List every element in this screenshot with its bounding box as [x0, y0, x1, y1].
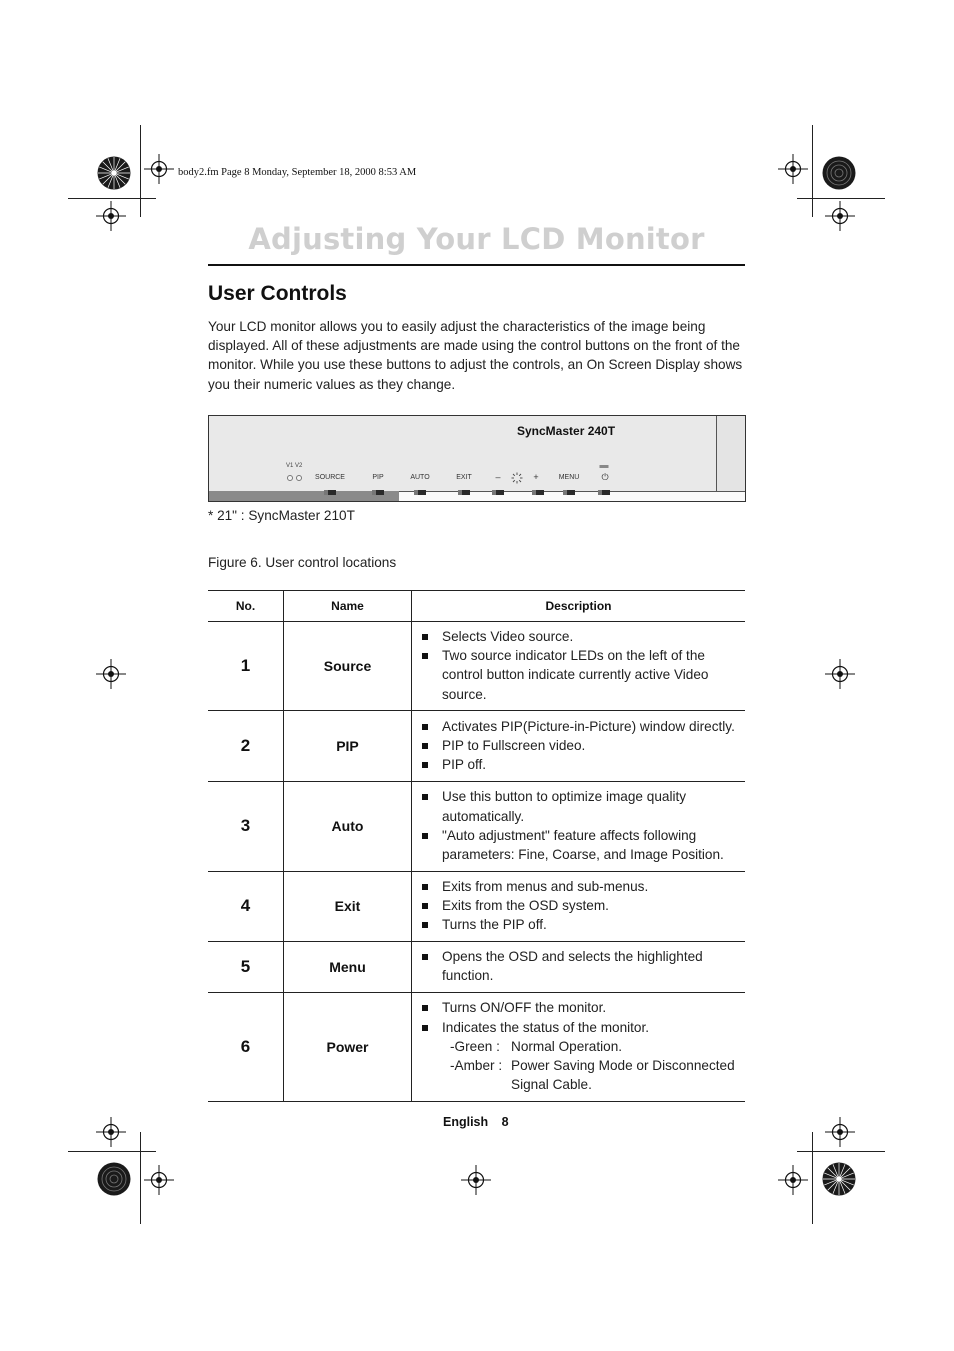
status-green-key: -Green : — [450, 1038, 500, 1054]
row-description — [412, 781, 746, 871]
row-description — [412, 871, 746, 941]
crop-mark-bottom-left-horizontal — [68, 1151, 156, 1152]
title-rule — [208, 264, 745, 266]
exit-button — [458, 490, 470, 495]
model-name-label: SyncMaster 240T — [517, 424, 616, 438]
file-info-header: body2.fm Page 8 Monday, September 18, 2000 8:53 AM — [178, 167, 417, 178]
list-item: Turns ON/OFF the monitor. — [420, 998, 739, 1017]
list-item: Indicates the status of the monitor. — [420, 1018, 739, 1037]
crop-mark-top-right-vertical — [812, 125, 813, 217]
row-number: 4 — [208, 871, 284, 941]
row-name: Exit — [284, 871, 412, 941]
table-row-menu — [208, 941, 745, 992]
table-row-power — [208, 992, 745, 1101]
list-item: Use this button to optimize image quality automatically. — [420, 787, 739, 825]
crosshair-mark-top-right-a — [777, 153, 809, 185]
list-item: Selects Video source. — [420, 627, 739, 646]
page-title: Adjusting Your LCD Monitor — [248, 222, 705, 256]
row-description — [412, 992, 746, 1101]
auto-button — [414, 490, 426, 495]
header-name: Name — [284, 591, 412, 622]
status-amber-row — [420, 1056, 739, 1094]
minus-button — [492, 490, 504, 495]
pip-button-label: PIP — [372, 474, 384, 481]
crosshair-mark-top-right-b — [824, 200, 856, 232]
status-amber-key: -Amber : — [450, 1057, 503, 1073]
table-row-pip — [208, 710, 745, 781]
user-controls-table — [208, 590, 745, 1102]
table-row-auto — [208, 781, 745, 871]
figure-caption: Figure 6. User control locations — [208, 555, 397, 570]
crop-mark-top-left-horizontal — [68, 198, 156, 199]
rosette-mark-top-right — [822, 156, 856, 190]
row-name: Auto — [284, 781, 412, 871]
crop-mark-top-right-horizontal — [797, 198, 885, 199]
minus-button-label: – — [495, 472, 501, 482]
source-led-labels: V1 V2 — [286, 463, 303, 469]
row-name: PIP — [284, 710, 412, 781]
crosshair-mark-top-left-b — [95, 200, 127, 232]
exit-button-label: EXIT — [456, 474, 472, 481]
brightness-icon — [511, 472, 523, 484]
row-number: 3 — [208, 781, 284, 871]
row-description — [412, 941, 746, 992]
table-header-row — [208, 591, 745, 622]
crosshair-mark-bottom-center — [460, 1164, 492, 1196]
row-description — [412, 622, 746, 711]
list-item: Activates PIP(Picture-in-Picture) window directly. — [420, 717, 739, 736]
crosshair-mark-bottom-left-b — [143, 1164, 175, 1196]
footer-page-number: 8 — [501, 1115, 509, 1129]
list-item: Two source indicator LEDs on the left of the control button indicate currently active Video source. — [420, 646, 739, 704]
led-v1-indicator — [287, 475, 293, 481]
monitor-control-panel-figure — [208, 415, 746, 502]
auto-button-label: AUTO — [410, 474, 430, 481]
pip-button — [372, 490, 384, 495]
section-heading: User Controls — [208, 282, 347, 305]
crop-mark-bottom-left-vertical — [140, 1132, 141, 1224]
list-item: "Auto adjustment" feature affects following parameters: Fine, Coarse, and Image Position. — [420, 826, 739, 864]
menu-button-label: MENU — [558, 474, 580, 481]
list-item: PIP off. — [420, 755, 739, 774]
row-number: 5 — [208, 941, 284, 992]
row-description — [412, 710, 746, 781]
list-item: Turns the PIP off. — [420, 915, 739, 934]
row-name: Menu — [284, 941, 412, 992]
crop-mark-top-left-vertical — [140, 125, 141, 217]
power-button — [598, 490, 610, 495]
led-v2-indicator — [296, 475, 302, 481]
crop-mark-bottom-right-vertical — [812, 1132, 813, 1224]
list-item: PIP to Fullscreen video. — [420, 736, 739, 755]
plus-button-label: + — [533, 472, 539, 482]
row-name: Source — [284, 622, 412, 711]
power-indicator-led — [600, 465, 609, 468]
source-button-label: SOURCE — [315, 474, 345, 481]
crosshair-mark-bottom-left-a — [95, 1116, 127, 1148]
crosshair-mark-bottom-right-b — [777, 1164, 809, 1196]
intro-paragraph: Your LCD monitor allows you to easily adjust the characteristics of the image being displayed. All of these adjustments are made using the control buttons on the front of the monitor. While you use these buttons to adjust the controls, an On Screen Display shows you their numeric values as they change. — [208, 319, 743, 392]
list-item: Opens the OSD and selects the highlighted function. — [420, 947, 739, 985]
row-number: 1 — [208, 622, 284, 711]
crosshair-mark-top-left-a — [143, 153, 175, 185]
figure-footnote: * 21" : SyncMaster 210T — [208, 508, 355, 523]
brightness-button — [532, 490, 544, 495]
status-amber-value: Power Saving Mode or Disconnected Signal Cable. — [511, 1057, 735, 1093]
starburst-mark-top-left — [97, 156, 131, 190]
list-item: Exits from menus and sub-menus. — [420, 877, 739, 896]
page-footer — [443, 1115, 509, 1129]
panel-side-bezel — [716, 416, 745, 491]
footer-language: English — [443, 1115, 489, 1129]
crosshair-mark-bottom-right-a — [824, 1116, 856, 1148]
menu-button — [563, 490, 575, 495]
status-green-row — [420, 1037, 739, 1056]
starburst-mark-bottom-right — [822, 1162, 856, 1196]
crosshair-mark-middle-left — [95, 658, 127, 690]
header-description: Description — [412, 591, 746, 622]
table-row-source — [208, 622, 745, 711]
row-number: 2 — [208, 710, 284, 781]
crosshair-mark-middle-right — [824, 658, 856, 690]
panel-dark-strip — [209, 491, 399, 501]
list-item: Exits from the OSD system. — [420, 896, 739, 915]
source-button — [324, 490, 336, 495]
status-green-value: Normal Operation. — [511, 1038, 623, 1054]
table-row-exit — [208, 871, 745, 941]
power-icon: ⏻ — [601, 472, 609, 482]
row-name: Power — [284, 992, 412, 1101]
crop-mark-bottom-right-horizontal — [797, 1151, 885, 1152]
rosette-mark-bottom-left — [97, 1162, 131, 1196]
row-number: 6 — [208, 992, 284, 1101]
header-no: No. — [208, 591, 284, 622]
